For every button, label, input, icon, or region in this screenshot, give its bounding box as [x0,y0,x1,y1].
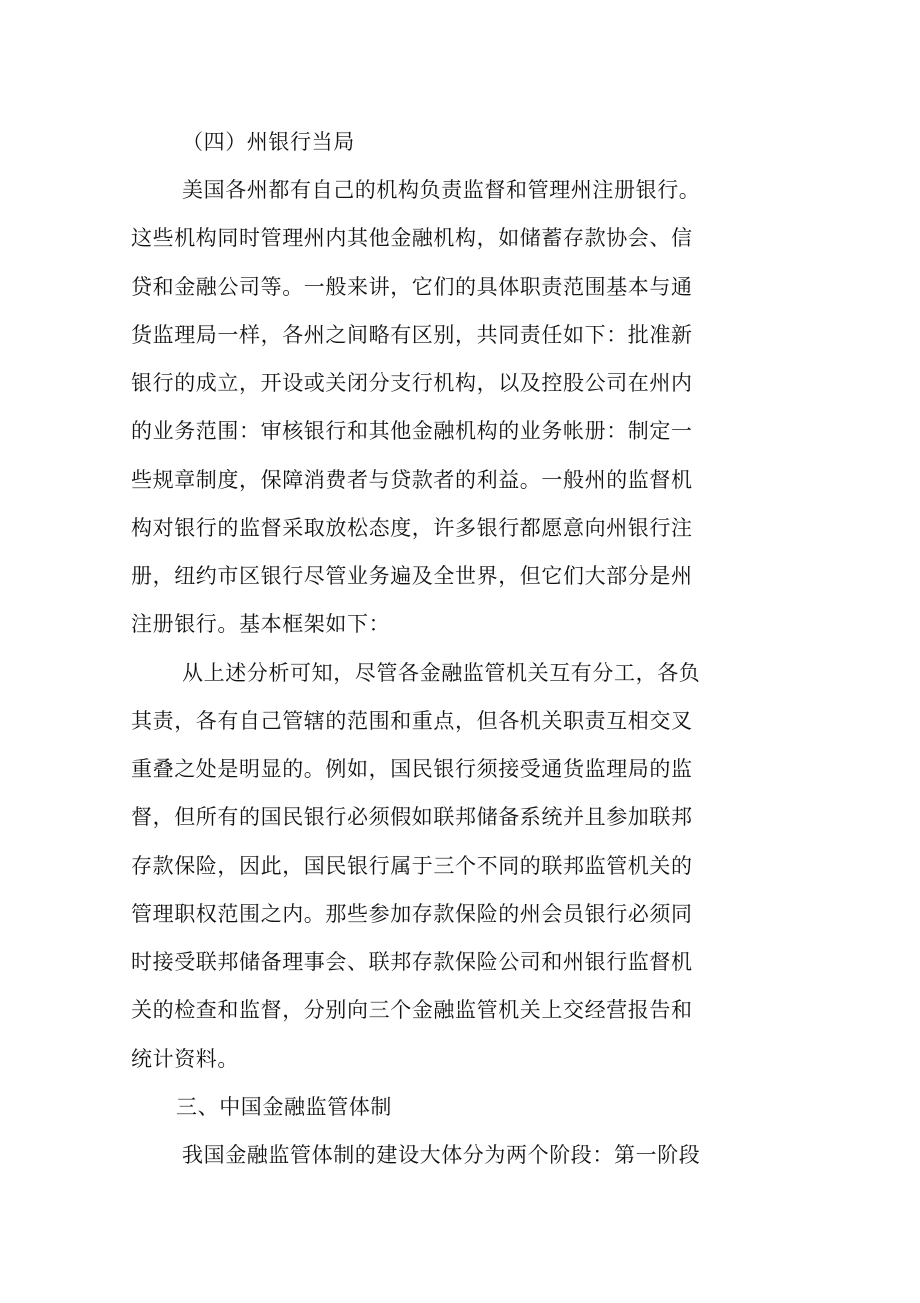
paragraph-line: 从上述分析可知，尽管各金融监管机关互有分工，各负 [182,661,701,685]
paragraph-line: 银行的成立，开设或关闭分支行机构，以及控股公司在州内 [131,371,693,395]
paragraph-line: 督，但所有的国民银行必须假如联邦储备系统并且参加联邦 [131,805,693,829]
paragraph-line: 这些机构同时管理州内其他金融机构，如储蓄存款协会、信 [131,226,693,250]
paragraph-line: 构对银行的监督采取放松态度，许多银行都愿意向州银行注 [131,516,693,540]
paragraph-line: 册，纽约市区银行尽管业务遍及全世界，但它们大部分是州 [131,564,693,588]
paragraph-line: 货监理局一样，各州之间略有区别，共同责任如下：批准新 [131,323,693,347]
paragraph-line: 统计资料。 [131,1047,239,1071]
section-heading-state-bank-authorities: （四）州银行当局 [182,130,355,154]
paragraph-line: 重叠之处是明显的。例如，国民银行须接受通货监理局的监 [131,757,693,781]
paragraph-line: 我国金融监管体制的建设大体分为两个阶段：第一阶段 [182,1143,701,1167]
paragraph-line: 时接受联邦储备理事会、联邦存款保险公司和州银行监督机 [131,950,693,974]
paragraph-line: 注册银行。基本框架如下： [131,612,391,636]
paragraph-line: 些规章制度，保障消费者与贷款者的利益。一般州的监督机 [131,468,693,492]
paragraph-line: 的业务范围：审核银行和其他金融机构的业务帐册：制定一 [131,419,693,443]
paragraph-line: 存款保险，因此，国民银行属于三个不同的联邦监管机关的 [131,854,693,878]
paragraph-line: 贷和金融公司等。一般来讲，它们的具体职责范围基本与通 [131,275,693,299]
paragraph-line: 其责，各有自己管辖的范围和重点，但各机关职责互相交叉 [131,709,693,733]
paragraph-line: 美国各州都有自己的机构负责监督和管理州注册银行。 [182,178,701,202]
paragraph-line: 管理职权范围之内。那些参加存款保险的州会员银行必须同 [131,902,693,926]
section-heading-china-financial-supervision: 三、中国金融监管体制 [176,1095,392,1119]
paragraph-line: 关的检查和监督，分别向三个金融监管机关上交经营报告和 [131,998,693,1022]
